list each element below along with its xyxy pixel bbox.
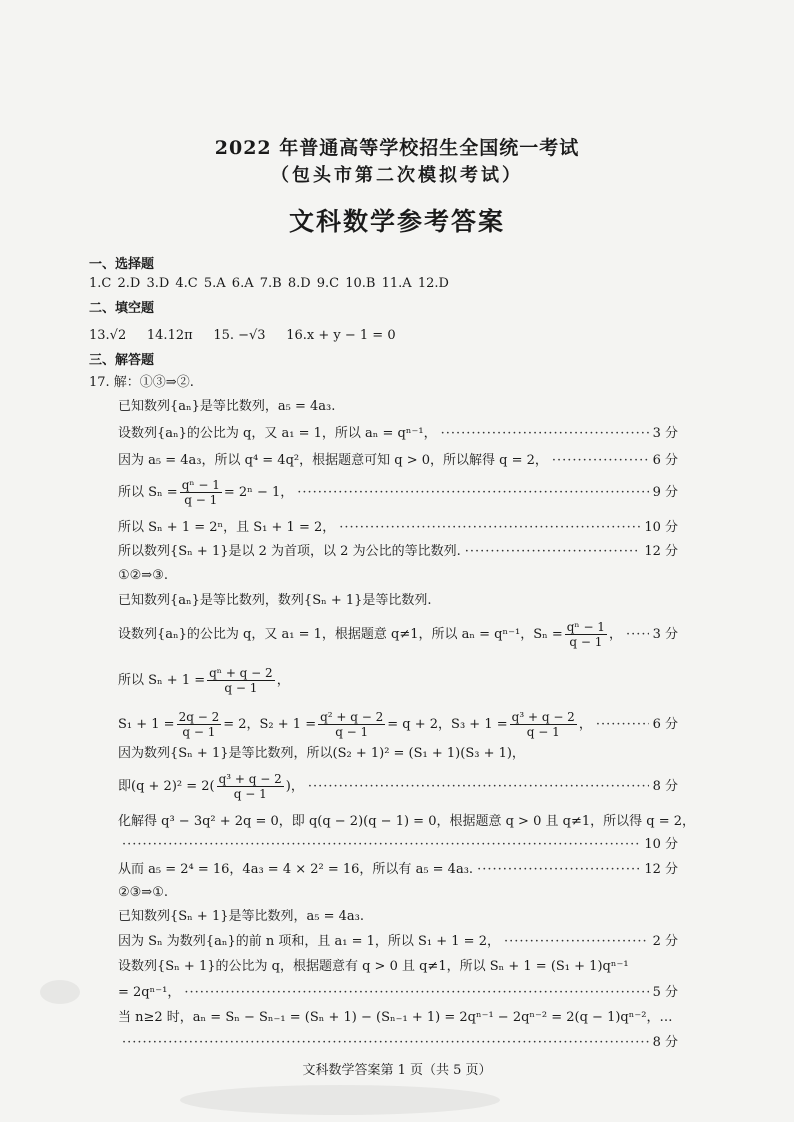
leader-dots bbox=[465, 543, 641, 561]
fraction: $\frac{\text{q² + q − 2}}{q - 1}$ bbox=[320, 710, 384, 739]
leader-dots bbox=[339, 519, 640, 537]
leader-dots bbox=[504, 933, 649, 951]
score: 12 分 bbox=[644, 544, 678, 559]
case-heading: ②③⇒①. bbox=[118, 885, 168, 900]
case-heading: ①②⇒③. bbox=[118, 568, 168, 583]
score: 10 分 bbox=[644, 520, 678, 535]
solution-line-scored: S₁ + 1 = $\frac{2q - 2}{q - 1}$ = 2，S₂ + 1 = $\frac{\text{q² + q − 2}}{q - 1}$ = q + 2，S₃ + 1 = $\frac{\text{q³ + q − 2}}{q - 1}$ ， ····· 6 分 bbox=[118, 710, 678, 739]
fraction: $\frac{2q - 2}{q - 1}$ bbox=[178, 710, 220, 739]
solution-line: 设数列{Sₙ + 1}的公比为 q，根据题意有 q > 0 且 q≠1，所以 Sₙ + 1 = (S₁ + 1)qⁿ⁻¹ bbox=[118, 959, 629, 974]
leader-dots bbox=[552, 452, 649, 470]
solution-line-scored: 即(q + 2)² = 2( $\frac{\text{q³ + q − 2}}{q - 1}$ )， ····· 8 分 bbox=[118, 772, 678, 801]
score: 6 分 bbox=[652, 453, 678, 468]
score: 2 分 bbox=[652, 934, 678, 949]
fraction: $\frac{\text{qⁿ + q − 2}}{q - 1}$ bbox=[209, 666, 273, 695]
score: 3 分 bbox=[652, 627, 678, 642]
solution-line-scored: 所以 Sₙ + 1 = 2ⁿ，且 S₁ + 1 = 2， ····· 10 分 bbox=[118, 519, 678, 537]
score: 10 分 bbox=[644, 837, 678, 852]
question-17-heading: 17. 解：①③⇒②. bbox=[89, 375, 194, 390]
solution-line: 当 n≥2 时，aₙ = Sₙ − Sₙ₋₁ = (Sₙ + 1) − (Sₙ₋₁ + 1) = 2qⁿ⁻¹ − 2qⁿ⁻² = 2(q − 1)qⁿ⁻²，… bbox=[118, 1010, 673, 1025]
exam-title: 2022 年普通高等学校招生全国统一考试 bbox=[214, 137, 580, 159]
solution-line-scored: 因为 Sₙ 为数列{aₙ}的前 n 项和，且 a₁ = 1，所以 S₁ + 1 = 2， ····· 2 分 bbox=[118, 933, 678, 951]
solution-line-scored: 因为 a₅ = 4a₃，所以 q⁴ = 4q²，根据题意可知 q > 0，所以解得 q = 2， ····· 6 分 bbox=[118, 452, 678, 470]
solution-line: 所以 Sₙ + 1 = $\frac{\text{qⁿ + q − 2}}{q - 1}$ ， bbox=[118, 666, 290, 695]
solution-line-scored: 从而 a₅ = 2⁴ = 16，4a₃ = 4 × 2² = 16，所以有 a₅ = 4a₃. ····· 12 分 bbox=[118, 861, 678, 879]
score: 5 分 bbox=[652, 985, 678, 1000]
fraction: $\frac{\text{q³ + q − 2}}{q - 1}$ bbox=[511, 710, 575, 739]
leader-dots bbox=[297, 484, 648, 502]
fraction: $\frac{\text{qⁿ − 1}}{q - 1}$ bbox=[181, 478, 220, 507]
score: 3 分 bbox=[652, 426, 678, 441]
leader-dots bbox=[184, 984, 648, 1002]
leader-dots bbox=[122, 836, 640, 854]
solution-line: 已知数列{aₙ}是等比数列，a₅ = 4a₃. bbox=[118, 399, 336, 414]
page-footer: 文科数学答案第 1 页（共 5 页） bbox=[302, 1063, 492, 1078]
section-heading-solution: 三、解答题 bbox=[89, 353, 155, 368]
solution-line: 已知数列{aₙ}是等比数列，数列{Sₙ + 1}是等比数列. bbox=[118, 593, 432, 608]
solution-line-scored: = 2qⁿ⁻¹， ····· 5 分 bbox=[118, 984, 678, 1002]
scan-smudge bbox=[40, 980, 80, 1004]
solution-line-scored: 设数列{aₙ}的公比为 q，又 a₁ = 1，所以 aₙ = qⁿ⁻¹， ····· 3 分 bbox=[118, 425, 678, 443]
leader-dots bbox=[626, 626, 649, 644]
leader-dots bbox=[308, 778, 649, 796]
choice-answers: 1.C 2.D 3.D 4.C 5.A 6.A 7.B 8.D 9.C 10.B 11.A 12.D bbox=[89, 276, 449, 291]
leader-dots bbox=[477, 861, 640, 879]
leader-dots bbox=[596, 716, 649, 734]
solution-line: 已知数列{Sₙ + 1}是等比数列，a₅ = 4a₃. bbox=[118, 909, 364, 924]
section-heading-fill: 二、填空题 bbox=[89, 301, 155, 316]
fill-answers: 13.√2 14.12π 15. −√3 16.x + y − 1 = 0 bbox=[89, 328, 396, 343]
fraction: $\frac{\text{qⁿ − 1}}{q - 1}$ bbox=[566, 620, 605, 649]
score: 12 分 bbox=[644, 862, 678, 877]
leader-dots bbox=[122, 1034, 649, 1052]
exam-subtitle: （包头市第二次模拟考试） bbox=[271, 165, 523, 186]
section-heading-choice: 一、选择题 bbox=[89, 257, 155, 272]
solution-line: 化解得 q³ − 3q² + 2q = 0，即 q(q − 2)(q − 1) = 0，根据题意 q > 0 且 q≠1，所以得 q = 2， bbox=[118, 814, 695, 829]
document-title: 文科数学参考答案 bbox=[288, 207, 505, 236]
solution-line-scored: 所以 Sₙ = $\frac{\text{qⁿ − 1}}{q - 1}$ = 2ⁿ − 1， ····· 9 分 bbox=[118, 478, 678, 507]
score: 6 分 bbox=[652, 717, 678, 732]
fraction: $\frac{\text{q³ + q − 2}}{q - 1}$ bbox=[218, 772, 282, 801]
solution-line: 因为数列{Sₙ + 1}是等比数列，所以(S₂ + 1)² = (S₁ + 1)(S₃ + 1)， bbox=[118, 746, 525, 761]
solution-line-scored: 设数列{aₙ}的公比为 q，又 a₁ = 1，根据题意 q≠1，所以 aₙ = qⁿ⁻¹，Sₙ = $\frac{\text{qⁿ − 1}}{q - 1}$ ， ····· 3 分 bbox=[118, 620, 678, 649]
scan-smudge bbox=[180, 1085, 500, 1115]
solution-line-scored: 所以数列{Sₙ + 1}是以 2 为首项，以 2 为公比的等比数列. ····· 12 分 bbox=[118, 543, 678, 561]
score-continuation-line bbox=[118, 836, 678, 854]
score: 9 分 bbox=[652, 485, 678, 500]
score: 8 分 bbox=[652, 1035, 678, 1050]
leader-dots bbox=[441, 425, 649, 443]
score: 8 分 bbox=[652, 779, 678, 794]
score-continuation-line bbox=[118, 1034, 678, 1052]
